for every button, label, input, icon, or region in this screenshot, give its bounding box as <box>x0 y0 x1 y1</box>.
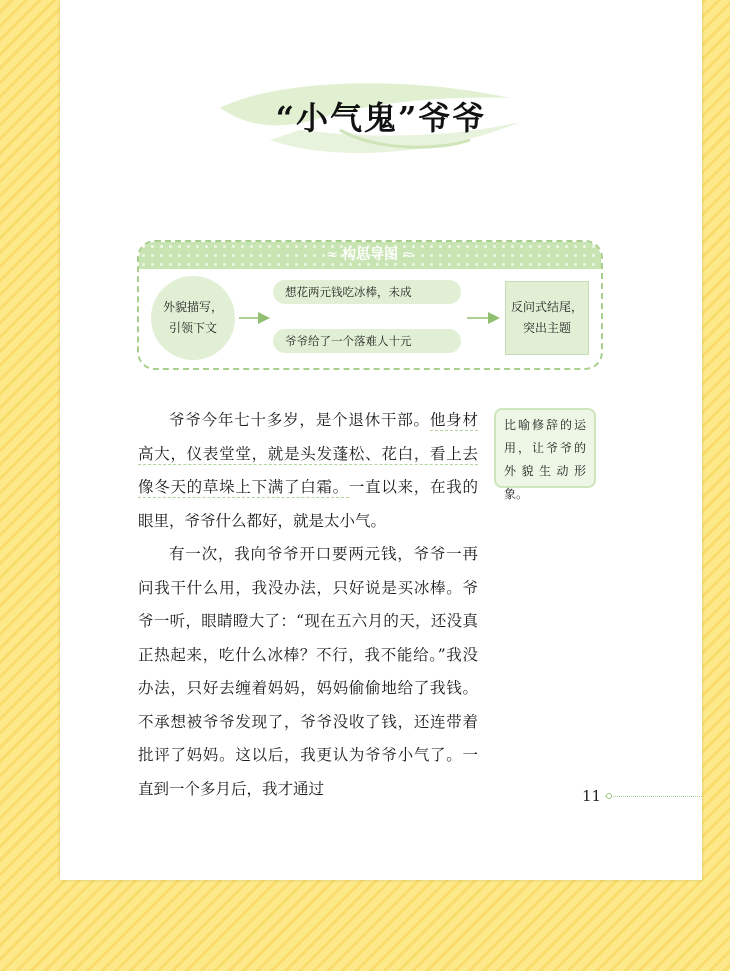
footer-rule <box>605 796 702 797</box>
story-body <box>138 404 478 806</box>
mind-map-end-node: 反问式结尾， 突出主题 <box>505 281 589 355</box>
page-number: 11 <box>582 787 602 805</box>
mind-map-arrows <box>139 242 601 368</box>
mind-map-branch-1: 想花两元钱吃冰棒，未成 <box>273 280 461 304</box>
annotation-note: 比喻修辞的运用，让爷爷的外貌生动形象。 <box>494 408 596 488</box>
mind-map-title: 构思导图 <box>342 247 398 263</box>
paragraph-1: 爷爷今年七十多岁，是个退休干部。他身材高大，仪表堂堂，就是头发蓬松、花白，看上去像冬天的草垛上下满了白霜。一直以来，在我的眼里，爷爷什么都好，就是太小气。 <box>138 411 478 530</box>
mind-map-start-node: 外貌描写， 引领下文 <box>151 276 235 360</box>
swirl-right-icon: ≈ <box>402 247 414 263</box>
book-page <box>60 0 702 880</box>
footer-dot-icon <box>606 793 612 799</box>
mind-map-branch-2: 爷爷给了一个落难人十元 <box>273 329 461 353</box>
underlined-sentence: 他身材高大，仪表堂堂，就是头发蓬松、花白，看上去像冬天的草垛上下满了白霜。 <box>138 411 478 496</box>
page-title: “小气鬼”爷爷 <box>275 99 487 137</box>
swirl-left-icon: ≈ <box>326 247 338 263</box>
paragraph-2: 有一次，我向爷爷开口要两元钱，爷爷一再问我干什么用，我没办法，只好说是买冰棒。爷爷一听，眼睛瞪大了：“现在五六月的天，还没真正热起来，吃什么冰棒？不行，我不能给。”我没办法，只好去缠着妈妈，妈妈偷偷地给了我钱。不承想被爷爷发现了，爷爷没收了钱，还连带着批评了妈妈。这以后，我更认为爷爷小气了。一直到一个多月后，我才通过 <box>138 545 478 798</box>
mind-map <box>137 240 603 370</box>
